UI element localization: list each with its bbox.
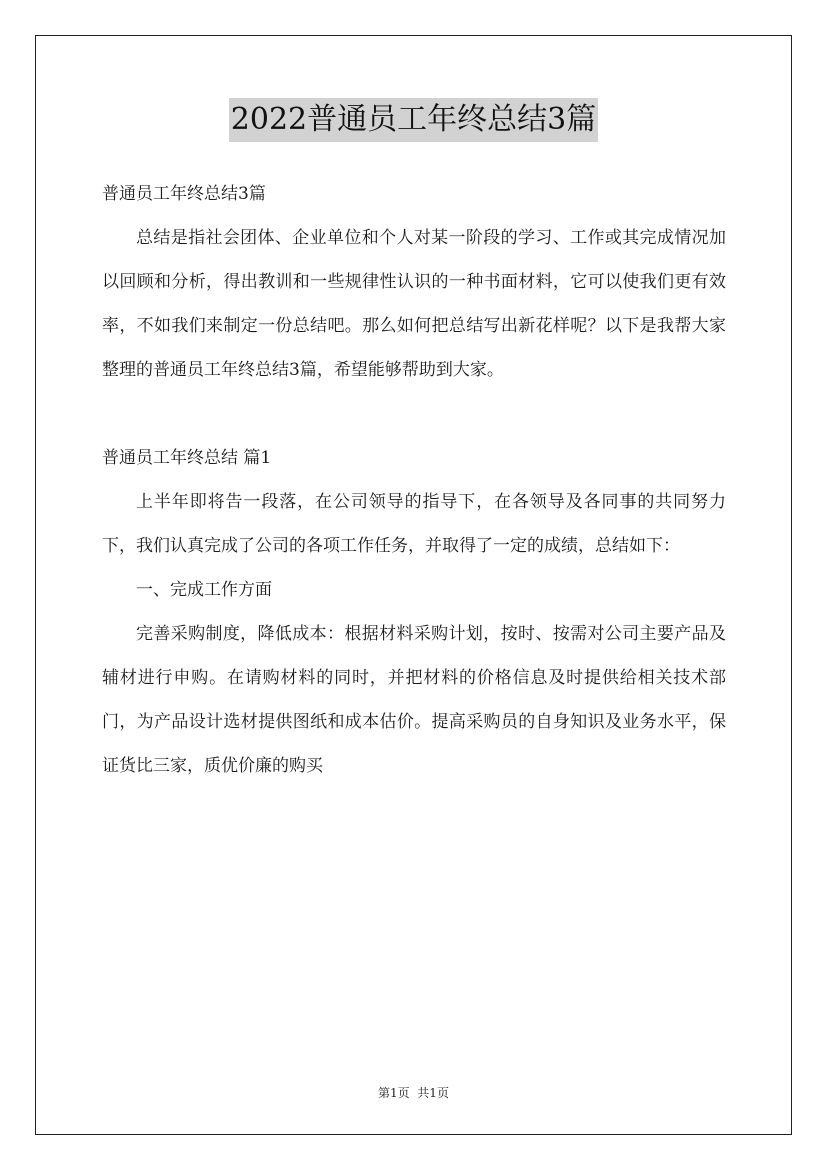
paragraph-spacer — [102, 392, 726, 436]
title-container — [0, 98, 827, 142]
document-title: 2022普通员工年终总结3篇 — [229, 98, 598, 142]
section-heading: 普通员工年终总结 篇1 — [102, 448, 272, 468]
section-paragraph: 完善采购制度，降低成本：根据材料采购计划，按时、按需对公司主要产品及辅材进行申购。在请购材料的同时，并把材料的价格信息及时提供给相关技术部门，为产品设计选材提供图纸和成本估价。提高采购员的自身知识及业务水平，保证货比三家，质优价廉的购买 — [102, 624, 726, 776]
document-subtitle: 普通员工年终总结3篇 — [102, 184, 266, 204]
section-paragraph: 上半年即将告一段落，在公司领导的指导下，在各领导及各同事的共同努力下，我们认真完成了公司的各项工作任务，并取得了一定的成绩，总结如下： — [102, 492, 726, 556]
intro-paragraph: 总结是指社会团体、企业单位和个人对某一阶段的学习、工作或其完成情况加以回顾和分析，得出教训和一些规律性认识的一种书面材料，它可以使我们更有效率，不如我们来制定一份总结吧。那么如何把总结写出新花样呢？以下是我帮大家整理的普通员工年终总结3篇，希望能够帮助到大家。 — [102, 228, 726, 380]
section-subheading: 一、完成工作方面 — [136, 580, 272, 600]
page-number: 第1页 共1页 — [378, 1086, 449, 1100]
document-body — [102, 172, 726, 788]
